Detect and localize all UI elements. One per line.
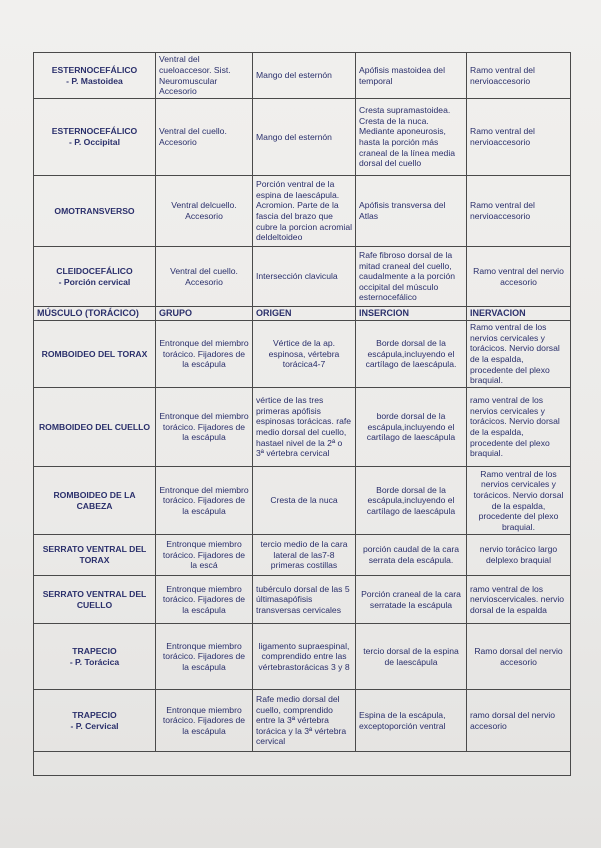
innervation-cell: Ramo ventral de los nervios cervicales y torácicos. Nervio dorsal de la espalda, procedente del plexo braquial.	[467, 467, 571, 535]
muscle-name-cell: TRAPECIO - P. Cervical	[34, 690, 156, 752]
table-row	[34, 467, 571, 535]
muscle-name-cell: ESTERNOCEFÁLICO - P. Mastoidea	[34, 53, 156, 99]
table-row	[34, 535, 571, 576]
insertion-cell: Rafe fibroso dorsal de la mitad craneal del cuello, caudalmente a la porción occipital del músculo esternocefálico	[356, 247, 467, 307]
insertion-cell: Apófisis transversa del Atlas	[356, 176, 467, 247]
group-cell: Entronque del miembro torácico. Fijadores de la escápula	[156, 388, 253, 467]
group-cell: Ventral del cuello. Accesorio	[156, 247, 253, 307]
innervation-cell: ramo ventral de los nervioscervicales. nervio dorsal de la espalda	[467, 576, 571, 624]
empty-cell	[34, 752, 571, 776]
origin-cell: tercio medio de la cara lateral de las7-8 primeras costillas	[253, 535, 356, 576]
group-cell: Ventral del cuello. Accesorio	[156, 99, 253, 176]
innervation-cell: ramo ventral de los nervios cervicales y torácicos. Nervio dorsal de la espalda, procedente del plexo braquial.	[467, 388, 571, 467]
table-row	[34, 99, 571, 176]
insertion-cell: Apófisis mastoidea del temporal	[356, 53, 467, 99]
group-cell: Ventral del cueloaccesor. Sist. Neuromuscular Accesorio	[156, 53, 253, 99]
muscle-table	[33, 52, 571, 776]
innervation-cell: Ramo ventral del nervioaccesorio	[467, 53, 571, 99]
innervation-cell: Ramo ventral del nervio accesorio	[467, 247, 571, 307]
origin-cell: vértice de las tres primeras apófisis espinosas torácicas. rafe medio dorsal del cuello, hastael nivel de la 2ª o 3ª vértebra cervical	[253, 388, 356, 467]
insertion-cell: tercio dorsal de la espina de laescápula	[356, 624, 467, 690]
header-insertion: INSERCION	[356, 307, 467, 321]
muscle-name-cell: ROMBOIDEO DE LA CABEZA	[34, 467, 156, 535]
table-row	[34, 53, 571, 99]
table-row	[34, 247, 571, 307]
group-cell: Entronque del miembro torácico. Fijadores de la escápula	[156, 321, 253, 388]
origin-cell: Vértice de la ap. espinosa, vértebra torácica4-7	[253, 321, 356, 388]
header-muscle: MÚSCULO (TORÁCICO)	[34, 307, 156, 321]
insertion-cell: Borde dorsal de la escápula,incluyendo el cartílago de laescápula	[356, 467, 467, 535]
table-row	[34, 624, 571, 690]
origin-cell: Intersección clavicula	[253, 247, 356, 307]
header-group: GRUPO	[156, 307, 253, 321]
insertion-cell: porción caudal de la cara serrata dela escápula.	[356, 535, 467, 576]
origin-cell: Mango del esternón	[253, 53, 356, 99]
table-row	[34, 321, 571, 388]
innervation-cell: ramo dorsal del nervio accesorio	[467, 690, 571, 752]
insertion-cell: Cresta supramastoidea. Cresta de la nuca. Mediante aponeurosis, hasta la porción más craneal de la línea media dorsal del cuello	[356, 99, 467, 176]
table-row	[34, 690, 571, 752]
table-header-row	[34, 307, 571, 321]
muscle-name-cell: OMOTRANSVERSO	[34, 176, 156, 247]
muscle-name-cell: ROMBOIDEO DEL CUELLO	[34, 388, 156, 467]
muscle-name-cell: CLEIDOCEFÁLICO - Porción cervical	[34, 247, 156, 307]
innervation-cell: Ramo ventral de los nervios cervicales y torácicos. Nervio dorsal de la espalda, procedente del plexo braquial.	[467, 321, 571, 388]
group-cell: Entronque del miembro torácico. Fijadores de la escápula	[156, 467, 253, 535]
muscle-name-cell: SERRATO VENTRAL DEL CUELLO	[34, 576, 156, 624]
innervation-cell: Ramo dorsal del nervio accesorio	[467, 624, 571, 690]
origin-cell: Mango del esternón	[253, 99, 356, 176]
origin-cell: ligamento supraespinal, comprendido entre las vértebrastorácicas 3 y 8	[253, 624, 356, 690]
header-innervation: INERVACION	[467, 307, 571, 321]
origin-cell: Rafe medio dorsal del cuello, comprendido entre la 3ª vértebra torácica y la 3ª vértebra cervical	[253, 690, 356, 752]
group-cell: Ventral delcuello. Accesorio	[156, 176, 253, 247]
table-row	[34, 388, 571, 467]
origin-cell: Porción ventral de la espina de laescápula. Acromion. Parte de la fascia del brazo que cubre la porcion acromial deldeltoideo	[253, 176, 356, 247]
muscle-name-cell: TRAPECIO - P. Torácica	[34, 624, 156, 690]
insertion-cell: Porción craneal de la cara serratade la escápula	[356, 576, 467, 624]
muscle-name-cell: SERRATO VENTRAL DEL TORAX	[34, 535, 156, 576]
innervation-cell: nervio torácico largo delplexo braquial	[467, 535, 571, 576]
muscle-name-cell: ROMBOIDEO DEL TORAX	[34, 321, 156, 388]
header-origin: ORIGEN	[253, 307, 356, 321]
innervation-cell: Ramo ventral del nervioaccesorio	[467, 99, 571, 176]
group-cell: Entronque miembro torácico. Fijadores de la escápula	[156, 624, 253, 690]
table-row	[34, 576, 571, 624]
origin-cell: Cresta de la nuca	[253, 467, 356, 535]
empty-row	[34, 752, 571, 776]
group-cell: Entronque miembro torácico. Fijadores de la escápula	[156, 690, 253, 752]
muscle-name-cell: ESTERNOCEFÁLICO - P. Occipital	[34, 99, 156, 176]
origin-cell: tubérculo dorsal de las 5 últimasapófisis transversas cervicales	[253, 576, 356, 624]
group-cell: Entronque miembro torácico. Fijadores de la escá	[156, 535, 253, 576]
insertion-cell: Espina de la escápula, exceptoporción ventral	[356, 690, 467, 752]
table-row	[34, 176, 571, 247]
group-cell: Entronque miembro torácico. Fijadores de la escápula	[156, 576, 253, 624]
insertion-cell: borde dorsal de la escápula,incluyendo el cartílago de laescápula	[356, 388, 467, 467]
innervation-cell: Ramo ventral del nervioaccesorio	[467, 176, 571, 247]
insertion-cell: Borde dorsal de la escápula,incluyendo el cartílago de laescápula.	[356, 321, 467, 388]
